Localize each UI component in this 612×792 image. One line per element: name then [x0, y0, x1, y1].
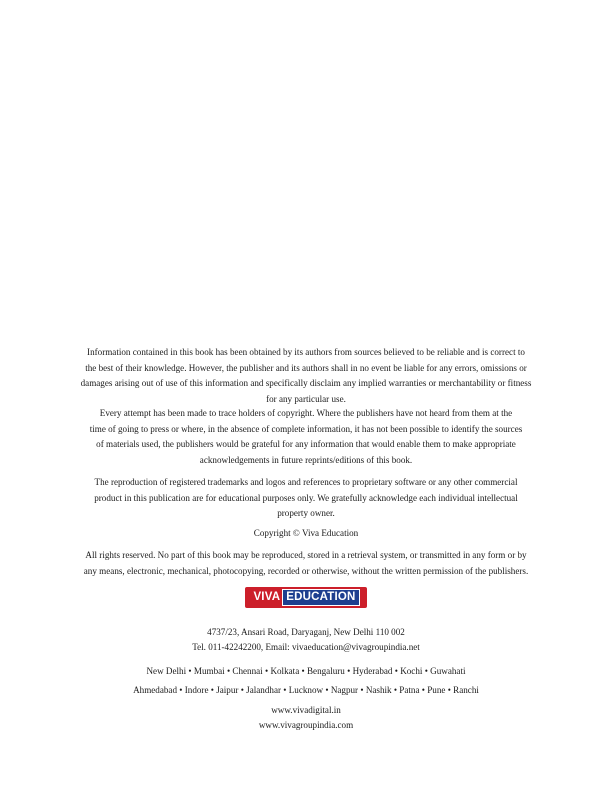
copyright-trace-line: Every attempt has been made to trace holders of copyright. Where the publishers have not heard from them at the — [99, 408, 513, 418]
trademarks-line: product in this publication are for educational purposes only. We gratefully acknowledge each individual intellectual — [94, 492, 518, 503]
copyright-line: Copyright © Viva Education — [253, 528, 359, 538]
disclaimer-line: the best of their knowledge. However, the publisher and its authors shall in no event be liable for any errors, omissions or — [85, 362, 527, 373]
websites-block — [50, 703, 562, 733]
logo-education-text: EDUCATION — [282, 589, 359, 607]
logo-viva-text: VIVA — [253, 590, 281, 603]
disclaimer-line: Information contained in this book has been obtained by its authors from sources believed to be reliable and is correct to — [87, 347, 525, 357]
rights-line: any means, electronic, mechanical, photocopying, recorded or otherwise, without the written permission of the publishers. — [83, 565, 529, 576]
disclaimer-line: for any particular use. — [266, 393, 346, 404]
address-line: 4737/23, Ansari Road, Daryaganj, New Delhi 110 002 — [207, 627, 405, 637]
disclaimer-line: damages arising out of use of this information and specifically disclaim any implied warranties or merchantability or fitness — [80, 378, 532, 389]
copyright-trace-paragraph — [50, 406, 562, 468]
cities-line: New Delhi • Mumbai • Chennai • Kolkata • Bengaluru • Hyderabad • Kochi • Guwahati — [146, 666, 466, 676]
logo-wordmark — [247, 589, 365, 606]
cities-block — [40, 662, 572, 700]
website-link[interactable]: www.vivagroupindia.com — [258, 720, 354, 730]
trademarks-line: property owner. — [277, 508, 335, 519]
contact-line: Tel. 011-42242200, Email: vivaeducation@vivagroupindia.net — [192, 642, 420, 652]
rights-line: All rights reserved. No part of this book may be reproduced, stored in a retrieval system, or transmitted in any form or by — [85, 550, 527, 560]
disclaimer-paragraph — [50, 345, 562, 407]
copyright-trace-line: time of going to press or where, in the absence of complete information, it has not been possible to identify the sources — [89, 423, 523, 434]
website-link[interactable]: www.vivadigital.in — [271, 705, 341, 715]
rights-paragraph — [40, 548, 572, 579]
trademarks-paragraph — [50, 475, 562, 522]
address-block — [50, 625, 562, 655]
copyright-trace-line: acknowledgements in future reprints/editions of this book. — [199, 454, 413, 465]
trademarks-line: The reproduction of registered trademarks and logos and references to proprietary software or any other commercial — [94, 477, 518, 487]
viva-education-logo — [245, 587, 367, 608]
cities-line: Ahmedabad • Indore • Jaipur • Jalandhar • Lucknow • Nagpur • Nashik • Patna • Pune • Ranchi — [133, 685, 479, 695]
copyright-trace-line: of materials used, the publishers would be grateful for any information that would enable them to make appropriate — [96, 439, 516, 450]
